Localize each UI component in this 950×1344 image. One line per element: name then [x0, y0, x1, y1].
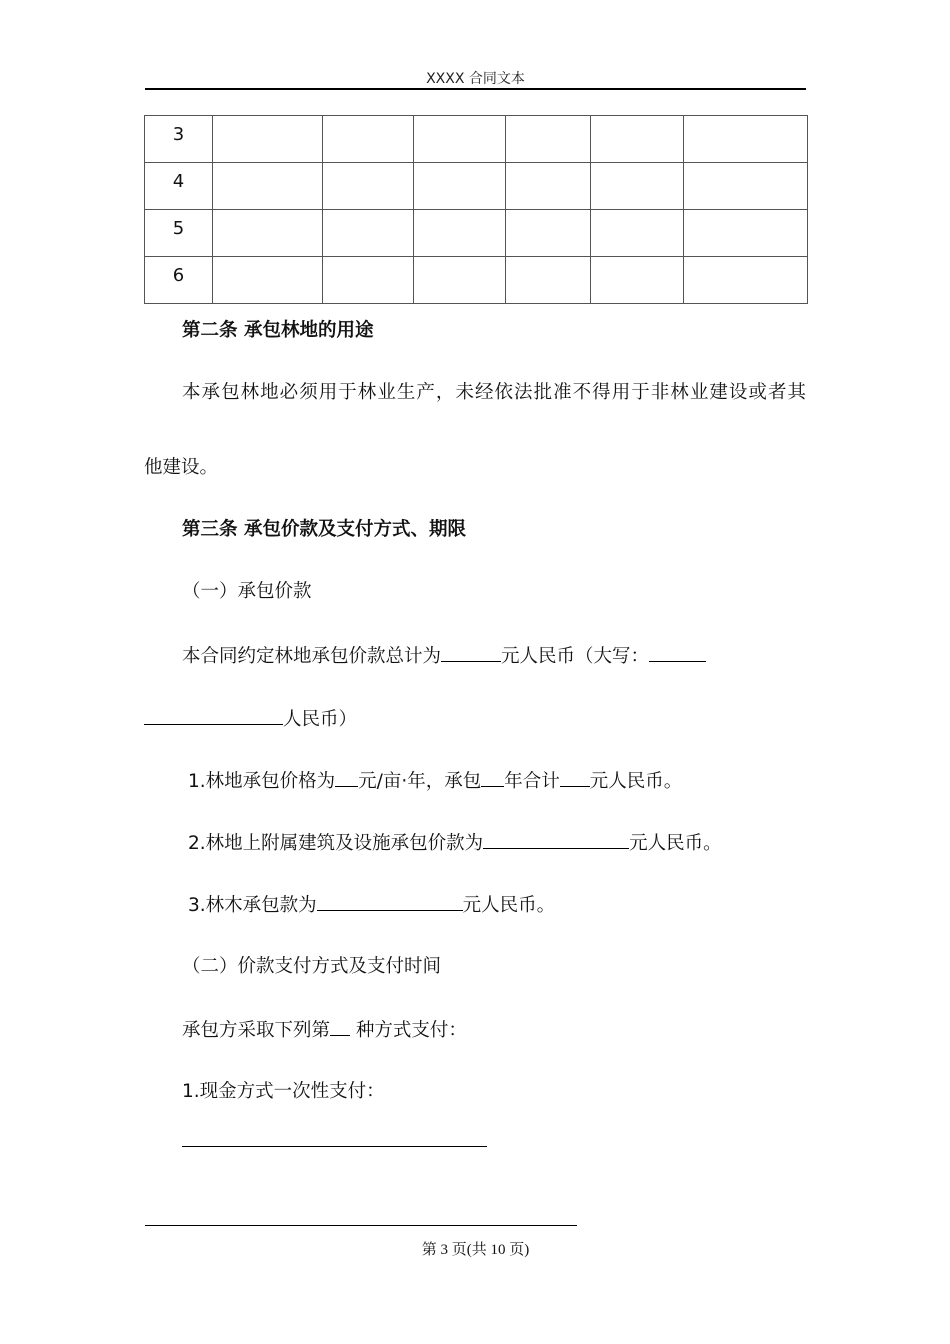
article2-heading: 第二条 承包林地的用途	[182, 320, 374, 341]
table-cell	[213, 210, 323, 257]
table-row	[145, 257, 808, 304]
item1-unit: 元/亩·年，承包	[358, 771, 482, 792]
item1-total-blank[interactable]	[560, 768, 590, 787]
item1-line	[188, 768, 682, 794]
table-cell	[414, 163, 506, 210]
table-cell	[414, 116, 506, 163]
row-number: 5	[145, 210, 213, 257]
item1-total-unit: 元人民币。	[589, 771, 683, 792]
capital-amount-blank[interactable]	[649, 643, 706, 662]
table-cell	[213, 163, 323, 210]
article3-heading: 第三条 承包价款及支付方式、期限	[182, 519, 466, 540]
item1-text: 1.林地承包价格为	[188, 771, 336, 792]
capital-amount-blank-cont[interactable]	[144, 706, 283, 725]
payment-method-text: 承包方采取下列第	[182, 1020, 331, 1041]
item3-blank[interactable]	[317, 892, 463, 911]
cash-payment-line: 1.现金方式一次性支付：	[182, 1081, 385, 1102]
article2-body-line2: 他建设。	[144, 457, 219, 478]
table-cell	[684, 163, 808, 210]
table-cell	[506, 210, 591, 257]
section-price-heading: （一）承包价款	[182, 581, 312, 602]
table-row	[145, 116, 808, 163]
item2-blank[interactable]	[483, 830, 629, 849]
table-cell	[591, 163, 684, 210]
total-price-line	[182, 643, 706, 669]
payment-method-line	[182, 1017, 467, 1043]
table-cell	[323, 257, 414, 304]
item2-unit: 元人民币。	[629, 833, 722, 854]
table-cell	[323, 163, 414, 210]
table-cell	[323, 210, 414, 257]
table-cell	[213, 257, 323, 304]
table-cell	[684, 116, 808, 163]
item2-line	[188, 830, 722, 856]
item3-unit: 元人民币。	[462, 895, 556, 916]
row-number: 4	[145, 163, 213, 210]
years-blank[interactable]	[481, 768, 504, 787]
table-cell	[591, 116, 684, 163]
table-row	[145, 210, 808, 257]
table-cell	[506, 116, 591, 163]
table-cell	[414, 210, 506, 257]
table-cell	[323, 116, 414, 163]
table-cell	[684, 257, 808, 304]
article2-body-line1: 本承包林地必须用于林业生产，未经依法批准不得用于非林业建设或者其	[182, 382, 806, 403]
item1-total-text: 年合计	[504, 771, 560, 792]
payment-method-suffix: 种方式支付：	[350, 1020, 467, 1041]
land-table	[144, 115, 808, 304]
table-cell	[506, 257, 591, 304]
capital-amount-unit: 人民币）	[283, 709, 358, 730]
row-number: 6	[145, 257, 213, 304]
capital-amount-line	[144, 706, 357, 732]
header-rule	[145, 88, 806, 90]
table-cell	[591, 210, 684, 257]
table-cell	[506, 163, 591, 210]
row-number: 3	[145, 116, 213, 163]
total-price-blank[interactable]	[441, 643, 501, 662]
unit-price-blank[interactable]	[335, 768, 358, 787]
footer-rule	[145, 1225, 577, 1226]
table-cell	[414, 257, 506, 304]
table-row	[145, 163, 808, 210]
document-header: XXXX 合同文本	[426, 71, 525, 87]
item2-text: 2.林地上附属建筑及设施承包价款为	[188, 833, 484, 854]
item3-text: 3.林木承包款为	[188, 895, 317, 916]
item3-line	[188, 892, 555, 918]
page-number: 第 3 页(共 10 页)	[421, 1242, 530, 1258]
total-price-unit: 元人民币（大写：	[501, 646, 650, 667]
cash-payment-blank[interactable]	[182, 1146, 487, 1147]
table-cell	[213, 116, 323, 163]
payment-method-blank[interactable]	[330, 1017, 350, 1036]
section-payment-heading: （二）价款支付方式及支付时间	[182, 956, 442, 977]
total-price-text: 本合同约定林地承包价款总计为	[182, 646, 442, 667]
table-cell	[684, 210, 808, 257]
table-cell	[591, 257, 684, 304]
